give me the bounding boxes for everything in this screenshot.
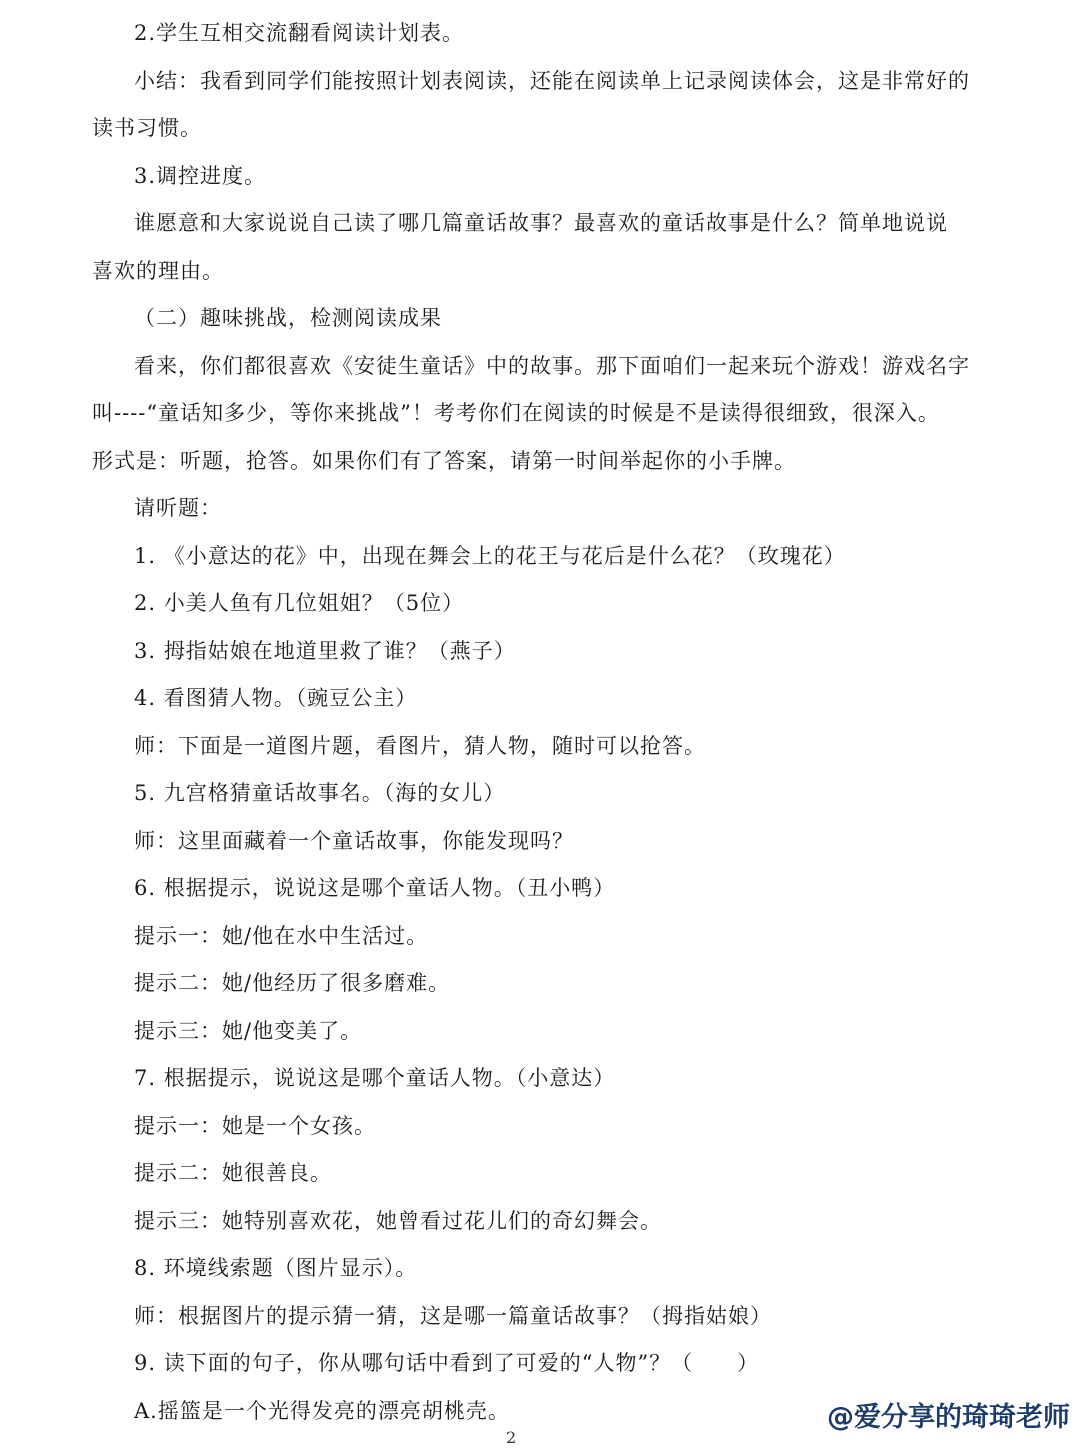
hint-line: 提示二：她/他经历了很多磨难。 [134, 971, 451, 995]
text-line: 3.调控进度。 [134, 164, 267, 188]
question-item: 3. 拇指姑娘在地道里救了谁？（燕子） [134, 639, 516, 663]
question-item: 4. 看图猜人物。（豌豆公主） [134, 686, 418, 710]
text-line: 师：根据图片的提示猜一猜，这是哪一篇童话故事？（拇指姑娘） [134, 1304, 772, 1328]
question-item: 9. 读下面的句子，你从哪句话中看到了可爱的“人物”？（ ） [134, 1351, 760, 1375]
hint-line: 提示三：她/他变美了。 [134, 1019, 363, 1043]
question-item: 8. 环境线索题（图片显示）。 [134, 1256, 418, 1280]
text-line: 形式是：听题，抢答。如果你们有了答案，请第一时间举起你的小手牌。 [92, 449, 796, 473]
question-item: 5. 九宫格猜童话故事名。（海的女儿） [134, 781, 506, 805]
text-line: 叫----“童话知多少，等你来挑战”！考考你们在阅读的时候是不是读得很细致，很深入。 [92, 401, 940, 425]
question-item: 2. 小美人鱼有几位姐姐？（5位） [134, 591, 465, 615]
text-line: 喜欢的理由。 [92, 259, 224, 283]
text-line: 读书习惯。 [92, 116, 202, 140]
question-item: 6. 根据提示，说说这是哪个童话人物。（丑小鸭） [134, 876, 616, 900]
watermark: @爱分享的琦琦老师 [827, 1402, 1070, 1433]
hint-line: 提示一：她是一个女孩。 [134, 1114, 376, 1138]
hint-line: 提示二：她很善良。 [134, 1161, 332, 1185]
text-line: 2.学生互相交流翻看阅读计划表。 [134, 21, 465, 45]
question-item: 7. 根据提示，说说这是哪个童话人物。（小意达） [134, 1066, 616, 1090]
option-line: A.摇篮是一个光得发亮的漂亮胡桃壳。 [134, 1399, 510, 1423]
text-line: 谁愿意和大家说说自己读了哪几篇童话故事？最喜欢的童话故事是什么？简单地说说 [134, 211, 948, 235]
text-line: 小结：我看到同学们能按照计划表阅读，还能在阅读单上记录阅读体会，这是非常好的 [134, 69, 970, 93]
question-item: 1. 《小意达的花》中，出现在舞会上的花王与花后是什么花？（玫瑰花） [134, 544, 846, 568]
text-line: 师：下面是一道图片题，看图片，猜人物，随时可以抢答。 [134, 734, 706, 758]
hint-line: 提示一：她/他在水中生活过。 [134, 924, 429, 948]
page-number: 2 [506, 1428, 517, 1447]
text-line: 看来，你们都很喜欢《安徒生童话》中的故事。那下面咱们一起来玩个游戏！游戏名字 [134, 354, 970, 378]
hint-line: 提示三：她特别喜欢花，她曾看过花儿们的奇幻舞会。 [134, 1209, 662, 1233]
text-line: 请听题： [134, 496, 222, 520]
section-heading: （二）趣味挑战，检测阅读成果 [134, 306, 442, 330]
text-line: 师：这里面藏着一个童话故事，你能发现吗？ [134, 829, 574, 853]
